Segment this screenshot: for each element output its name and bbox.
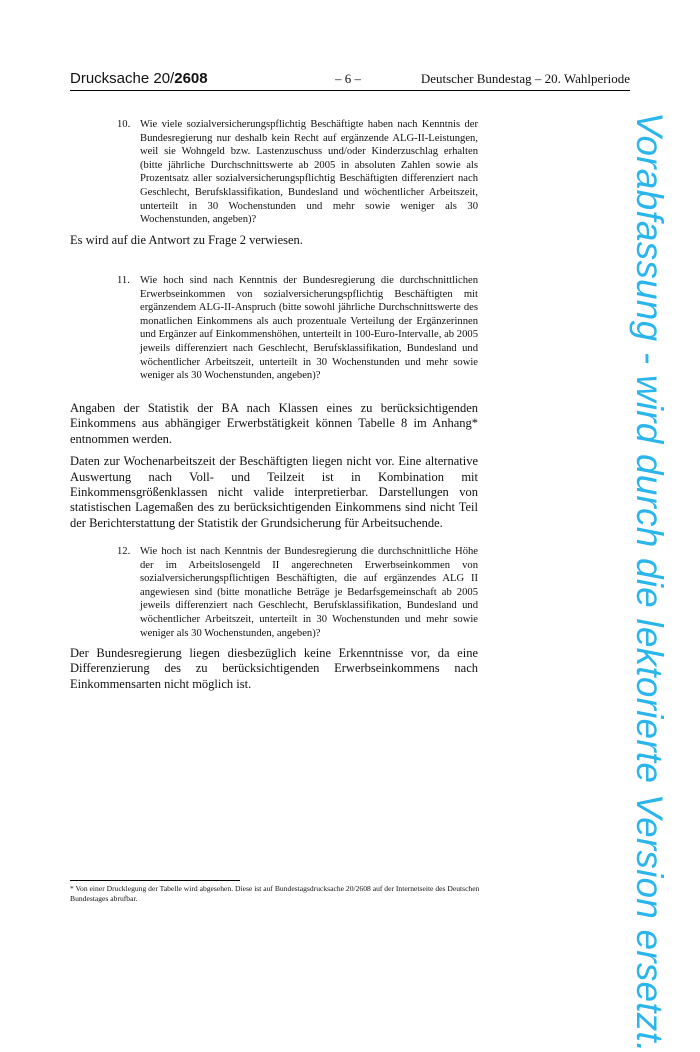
question-10-text: Wie viele sozialversicherungspflichtig Beschäftigte haben nach Kenntnis der Bundesregierung nur deshalb kein Recht auf ergänzende ALG-II-Leistungen, weil sie Wohngeld bzw. Lastenzuschuss und/oder Kinderzuschlag erhalten (bitte jährliche Durchschnittswerte ab 2005 in absoluten Zahlen sowie als Prozentsatz aller sozialversicherungspflichtig Beschäftigten differenziert nach Geschlecht, Berufsklassifikation, Bundesland und wöchentlicher Arbeitszeit, unterteilt in 30 Wochenstunden und mehr sowie weniger als 30 Wochenstunden, angeben)? xyxy=(140,119,478,226)
answer-11-paragraph-1: Angaben der Statistik der BA nach Klassen eines zu berücksichtigenden Einkommens aus abhängiger Erwerbstätigkeit können Tabelle 8 im Anhang* entnommen werden. xyxy=(70,401,478,446)
doc-number-prefix: 20/ xyxy=(153,70,175,87)
answer-11 xyxy=(70,401,478,538)
doc-label: Drucksache xyxy=(70,70,150,87)
answer-12-paragraph: Der Bundesregierung liegen diesbezüglich keine Erkenntnisse vor, da eine Differenzierung des zu berücksichtigenden Erwerbseinkommens nach Einkommensarten nicht möglich ist. xyxy=(70,646,478,691)
page-header xyxy=(70,70,630,91)
document-number xyxy=(70,70,208,87)
page-number: – 6 – xyxy=(335,71,361,86)
doc-number-bold: 2608 xyxy=(174,70,208,87)
answer-11-paragraph-2: Daten zur Wochenarbeitszeit der Beschäftigten liegen nicht vor. Eine alternative Auswertung nach Voll- und Teilzeit ist in Kombination mit Einkommensgrößenklassen nicht valide interpretierbar. Darstellungen von statistischen Lagemaßen des zu berücksichtigenden Einkommens sind nicht Teil der Berichterstattung der Statistik der Grundsicherung für Arbeitsuchende. xyxy=(70,454,478,530)
question-11-text: Wie hoch sind nach Kenntnis der Bundesregierung die durchschnittlichen Erwerbseinkommen von sozialversicherungspflichtig Beschäftigten mit ergänzendem ALG-II-Anspruch (bitte sowohl jährliche Durchschnittswerte des monatlichen Einkommens als auch prozentuale Verteilung der Ergänzerinnen und Ergänzer auf Einkommenshöhen, unterteilt in 100-Euro-Intervalle, ab 2005 jeweils differenziert nach Geschlecht, Berufsklassifikation, Bundesland und wöchentlicher Arbeitszeit, unterteilt in 30 Wochenstunden und mehr sowie weniger als 30 Wochenstunden, angeben)? xyxy=(140,275,478,382)
institution-label: Deutscher Bundestag – 20. Wahlperiode xyxy=(420,71,630,86)
question-10-number: 10. xyxy=(117,119,131,130)
draft-watermark: Vorabfassung - wird durch die lektorierte Version ersetzt. xyxy=(629,112,670,1052)
question-12-text: Wie hoch ist nach Kenntnis der Bundesregierung die durchschnittliche Höhe der im Arbeitslosengeld II angerechneten Erwerbseinkommen von sozialversicherungspflichtigen Beschäftigten, die auf ergänzendes ALG II angewiesen sind (bitte monatliche Beträge je Bedarfsgemeinschaft ab 2005 jeweils differenziert nach Geschlecht, Berufsklassifikation, Bundesland und wöchentlicher Arbeitszeit, unterteilt in 30 Wochenstunden und mehr sowie weniger als 30 Wochenstunden, angeben)? xyxy=(140,546,478,639)
question-12-number: 12. xyxy=(117,546,131,557)
question-11-number: 11. xyxy=(117,275,130,286)
footnote: * Von einer Drucklegung der Tabelle wird abgesehen. Diese ist auf Bundestagsdrucksache 20/2608 auf der Internetseite des Deutschen Bundestages abrufbar. xyxy=(70,884,480,903)
answer-12 xyxy=(70,646,478,699)
answer-10-paragraph: Es wird auf die Antwort zu Frage 2 verwiesen. xyxy=(70,233,303,247)
answer-10 xyxy=(70,233,478,255)
footnote-divider xyxy=(70,880,240,881)
